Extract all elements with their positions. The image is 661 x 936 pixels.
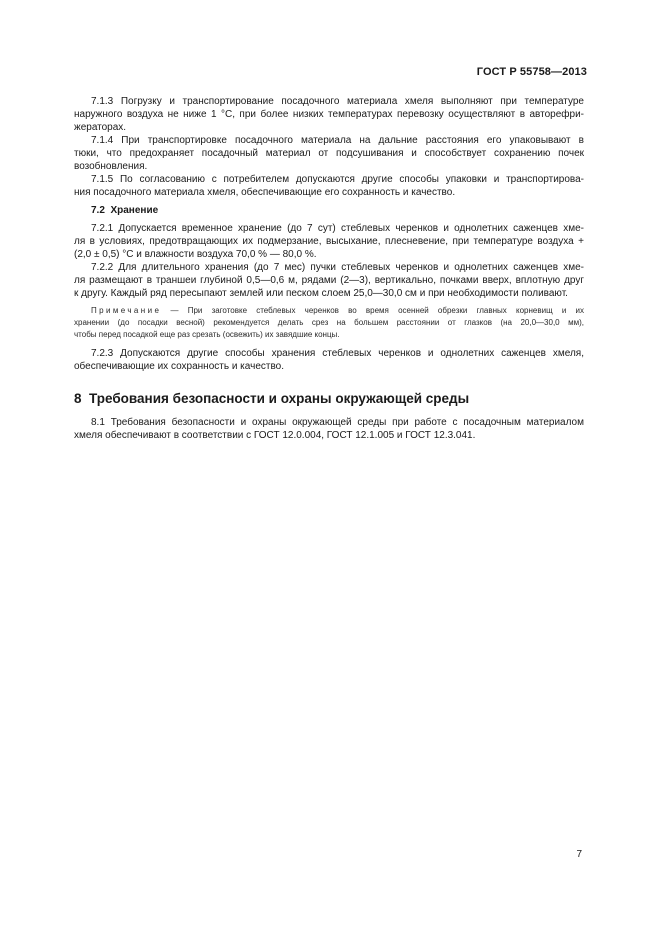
subsection-number: 7.2 xyxy=(91,205,105,216)
text-line: наружного воздуха не ниже 1 °С, при более низких температурах перевозку осуществляют в авторефри- xyxy=(74,109,584,120)
text-line: 7.1.3 Погрузку и транспортирование посадочного материала хмеля выполняют при температуре xyxy=(91,96,584,107)
paragraph-7-1-5 xyxy=(74,173,584,199)
paragraph-7-2-3 xyxy=(74,347,584,373)
section-heading-8 xyxy=(74,391,584,406)
text-line: ля размещают в траншеи глубиной 0,5—0,6 м, рядами (2—3), вертикально, почками вверх, вплотную друг xyxy=(74,275,584,286)
note-label: Примечание xyxy=(91,306,162,315)
text-line: 7.2.1 Допускается временное хранение (до 7 сут) стеблевых черенков и однолетних саженцев хме- xyxy=(91,223,584,234)
text-line: обеспечивающие их сохранность и качество. xyxy=(74,361,285,372)
note-text: — При заготовке стеблевых черенков во время осенней обрезки главных корневищ и их xyxy=(170,306,584,315)
text-line: 7.2.2 Для длительного хранения (до 7 мес) пучки стеблевых черенков и однолетних саженцев хме- xyxy=(91,262,584,273)
paragraph-7-2-2 xyxy=(74,261,584,300)
section-number: 8 xyxy=(74,391,82,406)
text-line: хмеля обеспечивают в соответствии с ГОСТ 12.0.004, ГОСТ 12.1.005 и ГОСТ 12.3.041. xyxy=(74,430,476,441)
paragraph-8-1 xyxy=(74,416,584,442)
document-code-header: ГОСТ Р 55758—2013 xyxy=(476,66,587,78)
text-line: возобновления. xyxy=(74,161,148,172)
text-line: ния посадочного материала хмеля, обеспечивающие его сохранность и качество. xyxy=(74,187,456,198)
note-line xyxy=(74,305,584,317)
note-block xyxy=(74,305,584,341)
text-line: 7.1.5 По согласованию с потребителем допускаются другие способы упаковки и транспортирова- xyxy=(91,174,584,185)
text-line: (2,0 ± 0,5) °С и влажности воздуха 70,0 % — 80,0 %. xyxy=(74,249,317,260)
paragraph-7-2-1 xyxy=(74,222,584,261)
text-line: к другу. Каждый ряд пересыпают землей или песком слоем 25,0—30,0 см и при необходимости поливают. xyxy=(74,288,568,299)
document-body xyxy=(74,95,584,442)
page-number: 7 xyxy=(576,849,582,860)
note-line: хранении (до посадки весной) рекомендуется делать срез на большем расстоянии от глазков (на 20,0—30,0 мм), xyxy=(74,318,584,327)
subsection-title: Хранение xyxy=(110,205,159,216)
text-line: жераторах. xyxy=(74,122,127,133)
text-line: 7.1.4 При транспортировке посадочного материала на дальние расстояния его упаковывают в xyxy=(91,135,584,146)
text-line: ля в условиях, предотвращающих их подмерзание, высыхание, плесневение, при температуре воздуха + xyxy=(74,236,584,247)
subsection-heading-7-2 xyxy=(74,204,584,217)
text-line: тюки, что предохраняет посадочный материал от подсушивания и способствует сохранению почек xyxy=(74,148,584,159)
section-title: Требования безопасности и охраны окружающей среды xyxy=(89,391,470,406)
text-line: 8.1 Требования безопасности и охраны окружающей среды при работе с посадочным материалом xyxy=(91,417,584,428)
note-line: чтобы перед посадкой еще раз срезать (освежить) их завядшие концы. xyxy=(74,330,340,339)
paragraph-7-1-4 xyxy=(74,134,584,173)
paragraph-7-1-3 xyxy=(74,95,584,134)
text-line: 7.2.3 Допускаются другие способы хранения стеблевых черенков и однолетних саженцев хмеля, xyxy=(91,348,584,359)
